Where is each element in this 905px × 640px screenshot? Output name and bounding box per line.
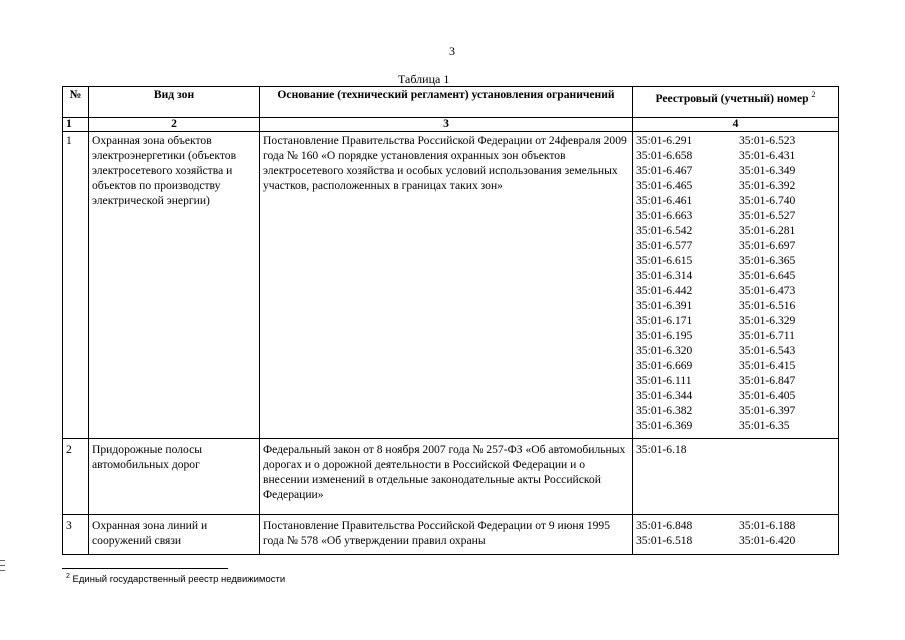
registry-cell [633, 132, 839, 439]
basis-cell: Постановление Правительства Российской Федерации от 24февраля 2009 года № 160 «О порядке установления охранных зон объектов электросетевого хозяйства и особых условий использования земельных участков, расположенных в границах таких зон» [260, 132, 633, 439]
zones-table [62, 86, 839, 555]
registry-code: 35:01-6.314 [636, 269, 693, 282]
basis-cell: Федеральный закон от 8 ноября 2007 года № 257-ФЗ «Об автомобильных дорогах и о дорожной деятельности в Российской Федерации и о внесении изменений в отдельные законодательные акты Российской Федерации» [260, 439, 633, 515]
row-number: 2 [63, 439, 89, 515]
registry-code: 35:01-6.461 [636, 194, 693, 207]
registry-code: 35:01-6.740 [739, 194, 796, 207]
registry-code: 35:01-6.291 [636, 134, 693, 147]
registry-code: 35:01-6.329 [739, 314, 796, 327]
table-row [63, 515, 839, 555]
registry-codes [636, 133, 835, 433]
registry-code: 35:01-6.171 [636, 314, 693, 327]
registry-code: 35:01-6.391 [636, 299, 693, 312]
table-row [63, 439, 839, 515]
registry-cell [633, 515, 839, 555]
header-registry [633, 87, 839, 118]
header-zone-type: Вид зон [89, 87, 260, 118]
registry-code: 35:01-6.645 [739, 269, 796, 282]
registry-cell [633, 439, 839, 515]
registry-code: 35:01-6.382 [636, 404, 693, 417]
registry-code: 35:01-6.669 [636, 359, 693, 372]
registry-code: 35:01-6.281 [739, 224, 796, 237]
registry-code: 35:01-6.420 [739, 534, 796, 547]
footnote-divider [62, 568, 228, 569]
registry-code: 35:01-6.344 [636, 389, 693, 402]
column-number-row [63, 118, 839, 132]
row-number: 3 [63, 515, 89, 555]
registry-code: 35:01-6.397 [739, 404, 796, 417]
header-basis: Основание (технический регламент) установления ограничений [260, 87, 633, 118]
registry-code: 35:01-6.35 [739, 419, 790, 432]
registry-code: 35:01-6.349 [739, 164, 796, 177]
column-number: 2 [89, 118, 260, 132]
page-number: 3 [449, 44, 455, 58]
registry-code: 35:01-6.518 [636, 534, 693, 547]
footnote-mark: 2 [66, 573, 70, 580]
registry-code: 35:01-6.188 [739, 519, 796, 532]
registry-code: 35:01-6.465 [636, 179, 693, 192]
scan-edge-marks [0, 560, 6, 575]
registry-code: 35:01-6.848 [636, 519, 693, 532]
registry-code: 35:01-6.847 [739, 374, 796, 387]
table-row [63, 132, 839, 439]
footnote-ref: 2 [811, 90, 816, 99]
registry-code: 35:01-6.543 [739, 344, 796, 357]
footnote [66, 573, 285, 585]
registry-code: 35:01-6.542 [636, 224, 693, 237]
registry-code: 35:01-6.516 [739, 299, 796, 312]
registry-code: 35:01-6.527 [739, 209, 796, 222]
registry-code: 35:01-6.577 [636, 239, 693, 252]
header-num: № [63, 87, 89, 118]
registry-code: 35:01-6.111 [636, 374, 692, 387]
registry-code: 35:01-6.467 [636, 164, 693, 177]
registry-code: 35:01-6.697 [739, 239, 796, 252]
registry-code: 35:01-6.615 [636, 254, 693, 267]
registry-codes [636, 518, 835, 548]
zone-type-cell: Охранная зона линий и сооружений связи [89, 515, 260, 555]
column-number: 1 [63, 118, 89, 132]
registry-codes [636, 442, 835, 457]
basis-cell: Постановление Правительства Российской Федерации от 9 июня 1995 года № 578 «Об утверждении правил охраны [260, 515, 633, 555]
registry-code: 35:01-6.523 [739, 134, 796, 147]
row-number: 1 [63, 132, 89, 439]
table-caption: Таблица 1 [398, 72, 450, 86]
zone-type-cell: Охранная зона объектов электроэнергетики (объектов электросетевого хозяйства и объектов по производству электрической энергии) [89, 132, 260, 439]
footnote-text: Единый государственный реестр недвижимости [72, 574, 286, 586]
zone-type-cell: Придорожные полосы автомобильных дорог [89, 439, 260, 515]
registry-code: 35:01-6.392 [739, 179, 796, 192]
header-registry-label: Реестровый (учетный) номер [655, 91, 809, 105]
registry-code: 35:01-6.415 [739, 359, 796, 372]
registry-code: 35:01-6.431 [739, 149, 796, 162]
registry-code: 35:01-6.658 [636, 149, 693, 162]
registry-code: 35:01-6.473 [739, 284, 796, 297]
registry-code: 35:01-6.369 [636, 419, 693, 432]
registry-code: 35:01-6.663 [636, 209, 693, 222]
registry-code: 35:01-6.320 [636, 344, 693, 357]
registry-code: 35:01-6.405 [739, 389, 796, 402]
column-number: 3 [260, 118, 633, 132]
registry-code: 35:01-6.442 [636, 284, 693, 297]
registry-code: 35:01-6.18 [636, 443, 687, 456]
header-row [63, 87, 839, 118]
registry-code: 35:01-6.195 [636, 329, 693, 342]
registry-code: 35:01-6.365 [739, 254, 796, 267]
column-number: 4 [633, 118, 839, 132]
registry-code: 35:01-6.711 [739, 329, 795, 342]
